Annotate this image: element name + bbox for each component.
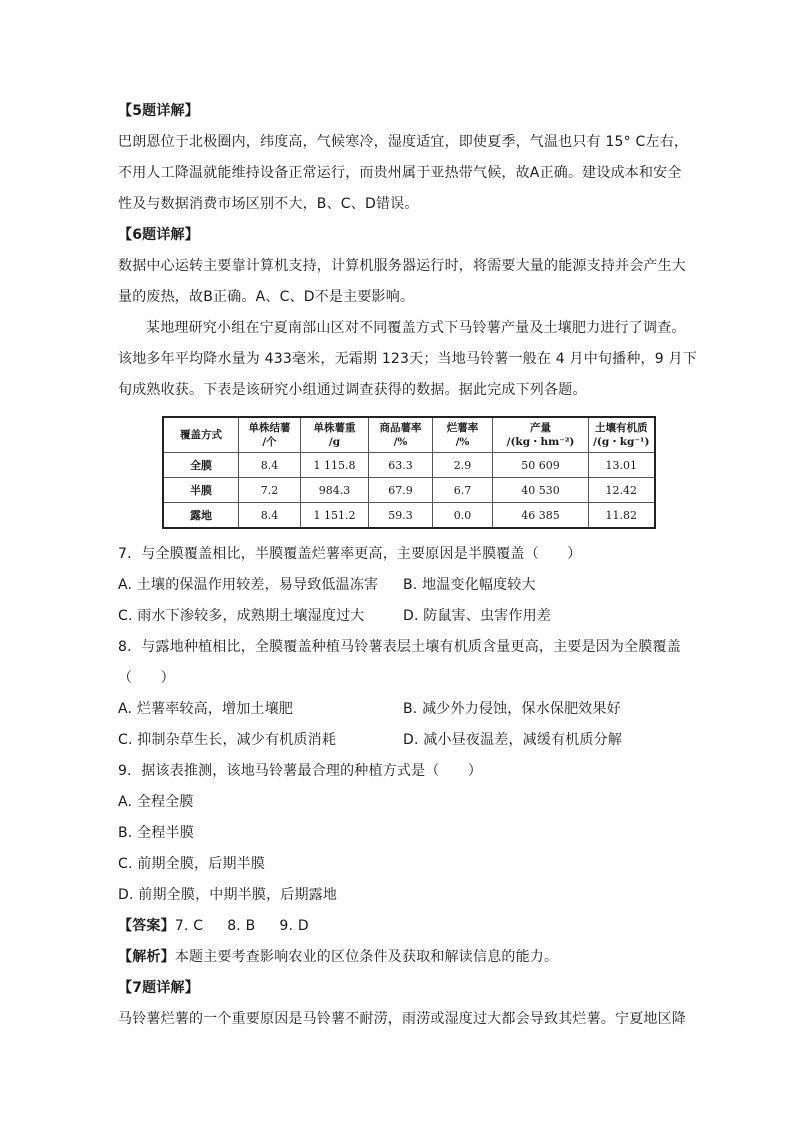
option-c: C. 前期全膜，后期半膜 [118, 856, 266, 872]
option-d: D. 减小昼夜温差，减缓有机质分解 [403, 732, 623, 748]
table-cell: 8.4 [239, 503, 301, 529]
column-header: 产量 /(kg・hm⁻²) [493, 417, 589, 453]
q8-stem-cont: （ ） [118, 670, 175, 686]
option-a: A. 全程全膜 [118, 794, 194, 810]
intro-line: 旬成熟收获。下表是该研究小组通过调查获得的数据。据此完成下列各题。 [118, 382, 587, 398]
column-header: 商品薯率 /% [369, 417, 433, 453]
table-cell: 59.3 [369, 503, 433, 529]
row-label: 半膜 [163, 478, 239, 503]
table-cell: 63.3 [369, 453, 433, 478]
table-cell: 67.9 [369, 478, 433, 503]
table-cell: 7.2 [239, 478, 301, 503]
table-cell: 50 609 [493, 453, 589, 478]
table-cell: 13.01 [589, 453, 655, 478]
q7-detail-line: 马铃薯烂薯的一个重要原因是马铃薯不耐涝，雨涝或湿度过大都会导致其烂薯。宁夏地区降 [118, 1011, 686, 1027]
analysis-text: 本题主要考查影响农业的区位条件及获取和解读信息的能力。 [174, 949, 559, 965]
table-cell: 6.7 [433, 478, 493, 503]
table-cell: 8.4 [239, 453, 301, 478]
table-cell: 2.9 [433, 453, 493, 478]
option-a: A. 烂薯率较高，增加土壤肥 [118, 701, 294, 717]
q7-detail-heading: 【7题详解】 [118, 980, 199, 996]
option-a: A. 土壤的保温作用较差，易导致低温冻害 [118, 577, 379, 593]
table-cell: 46 385 [493, 503, 589, 529]
answer-item: 8. B [227, 918, 256, 934]
option-d: D. 前期全膜，中期半膜，后期露地 [118, 887, 338, 903]
q6-line: 量的废热，故B正确。A、C、D不是主要影响。 [118, 289, 415, 305]
table-row [163, 478, 655, 503]
column-header: 土壤有机质 /(g・kg⁻¹) [589, 417, 655, 453]
column-header: 烂薯率 /% [433, 417, 493, 453]
table-cell: 0.0 [433, 503, 493, 529]
table-row [163, 453, 655, 478]
option-b: B. 全程半膜 [118, 825, 194, 841]
q8-options-row [118, 694, 678, 725]
document-page [118, 96, 697, 1035]
table-cell: 1 115.8 [301, 453, 369, 478]
table-row [163, 503, 655, 529]
table-cell: 984.3 [301, 478, 369, 503]
intro-line: 该地多年平均降水量为 433毫米，无霜期 123天；当地马铃薯一般在 4 月中旬播种，9 月下 [118, 351, 697, 367]
answer-label: 【答案】 [118, 918, 175, 934]
q5-line: 不用人工降温就能维持设备正常运行，而贵州属于亚热带气候，故A正确。建设成本和安全 [118, 165, 682, 181]
table-cell: 12.42 [589, 478, 655, 503]
data-table-wrapper [162, 416, 678, 529]
column-header: 单株结薯 /个 [239, 417, 301, 453]
q9-stem: 9．据该表推测，该地马铃薯最合理的种植方式是（ ） [118, 763, 483, 779]
option-b: B. 地温变化幅度较大 [403, 577, 536, 593]
column-header: 覆盖方式 [163, 417, 239, 453]
option-b: B. 减少外力侵蚀，保水保肥效果好 [403, 701, 621, 717]
q7-stem: 7．与全膜覆盖相比，半膜覆盖烂薯率更高，主要原因是半膜覆盖（ ） [118, 546, 582, 562]
q8-options-row [118, 725, 678, 756]
q6-heading: 【6题详解】 [118, 227, 199, 243]
intro-line: 某地理研究小组在宁夏南部山区对不同覆盖方式下马铃薯产量及土壤肥力进行了调查。 [146, 320, 686, 336]
q7-options-row [118, 570, 678, 601]
answer-item: 7. C [174, 918, 204, 934]
table-cell: 40 530 [493, 478, 589, 503]
table-header-row [163, 417, 655, 453]
option-c: C. 抑制杂草生长，减少有机质消耗 [118, 732, 337, 748]
answer-line [118, 911, 678, 942]
survey-data-table [162, 416, 656, 529]
q5-line: 巴朗恩位于北极圈内，纬度高，气候寒冷，湿度适宜，即使夏季，气温也只有 15° C左右， [118, 134, 689, 150]
q8-stem: 8．与露地种植相比，全膜覆盖种植马铃薯表层土壤有机质含量更高，主要是因为全膜覆盖 [118, 639, 681, 655]
q6-line: 数据中心运转主要靠计算机支持，计算机服务器运行时，将需要大量的能源支持并会产生大 [118, 258, 686, 274]
row-label: 全膜 [163, 453, 239, 478]
analysis-line [118, 942, 678, 973]
option-d: D. 防鼠害、虫害作用差 [403, 608, 552, 624]
q5-heading: 【5题详解】 [118, 103, 199, 119]
q5-line: 性及与数据消费市场区别不大，B、C、D错误。 [118, 196, 419, 212]
answer-item: 9. D [279, 918, 309, 934]
option-c: C. 雨水下渗较多，成熟期土壤湿度过大 [118, 608, 365, 624]
table-cell: 11.82 [589, 503, 655, 529]
row-label: 露地 [163, 503, 239, 529]
analysis-label: 【解析】 [118, 949, 175, 965]
q7-options-row [118, 601, 678, 632]
column-header: 单株薯重 /g [301, 417, 369, 453]
table-cell: 1 151.2 [301, 503, 369, 529]
